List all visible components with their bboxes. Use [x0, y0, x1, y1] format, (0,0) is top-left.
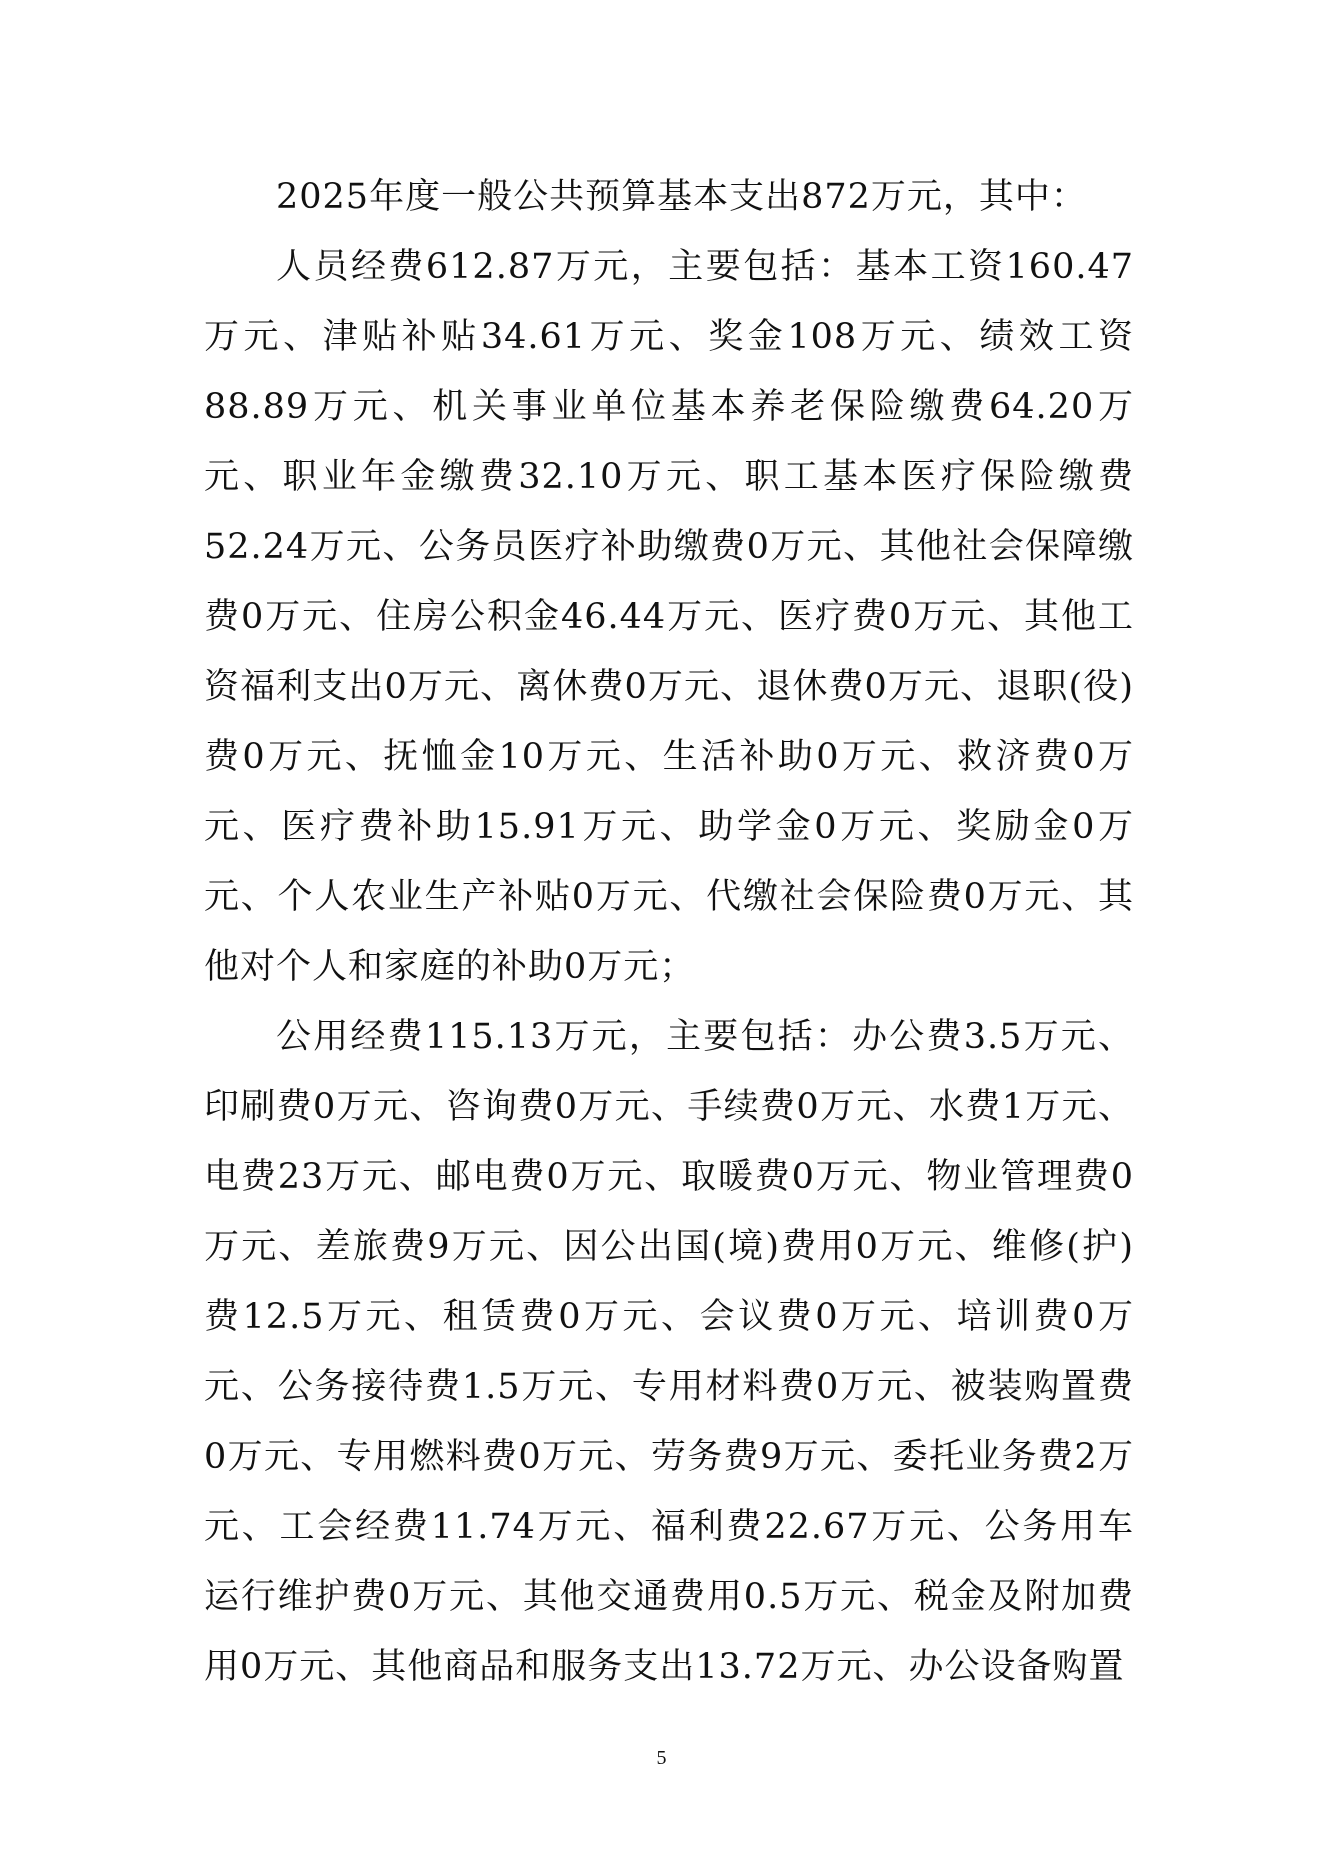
document-body [204, 162, 1134, 1702]
page-number: 5 [656, 1747, 667, 1769]
paragraph-public-expenses: 公用经费115.13万元，主要包括：办公费3.5万元、印刷费0万元、咨询费0万元、手续费0万元、水费1万元、电费23万元、邮电费0万元、取暖费0万元、物业管理费0万元、差旅费9万元、因公出国(境)费用0万元、维修(护)费12.5万元、租赁费0万元、会议费0万元、培训费0万元、公务接待费1.5万元、专用材料费0万元、被装购置费0万元、专用燃料费0万元、劳务费9万元、委托业务费2万元、工会经费11.74万元、福利费22.67万元、公务用车运行维护费0万元、其他交通费用0.5万元、税金及附加费用0万元、其他商品和服务支出13.72万元、办公设备购置 [204, 1017, 1134, 1687]
paragraph-personnel-expenses: 人员经费612.87万元，主要包括：基本工资160.47万元、津贴补贴34.61万元、奖金108万元、绩效工资88.89万元、机关事业单位基本养老保险缴费64.20万元、职业年金缴费32.10万元、职工基本医疗保险缴费52.24万元、公务员医疗补助缴费0万元、其他社会保障缴费0万元、住房公积金46.44万元、医疗费0万元、其他工资福利支出0万元、离休费0万元、退休费0万元、退职(役)费0万元、抚恤金10万元、生活补助0万元、救济费0万元、医疗费补助15.91万元、助学金0万元、奖励金0万元、个人农业生产补贴0万元、代缴社会保险费0万元、其他对个人和家庭的补助0万元； [204, 247, 1134, 987]
paragraph-expenditure-summary: 2025年度一般公共预算基本支出872万元，其中： [276, 177, 1087, 217]
